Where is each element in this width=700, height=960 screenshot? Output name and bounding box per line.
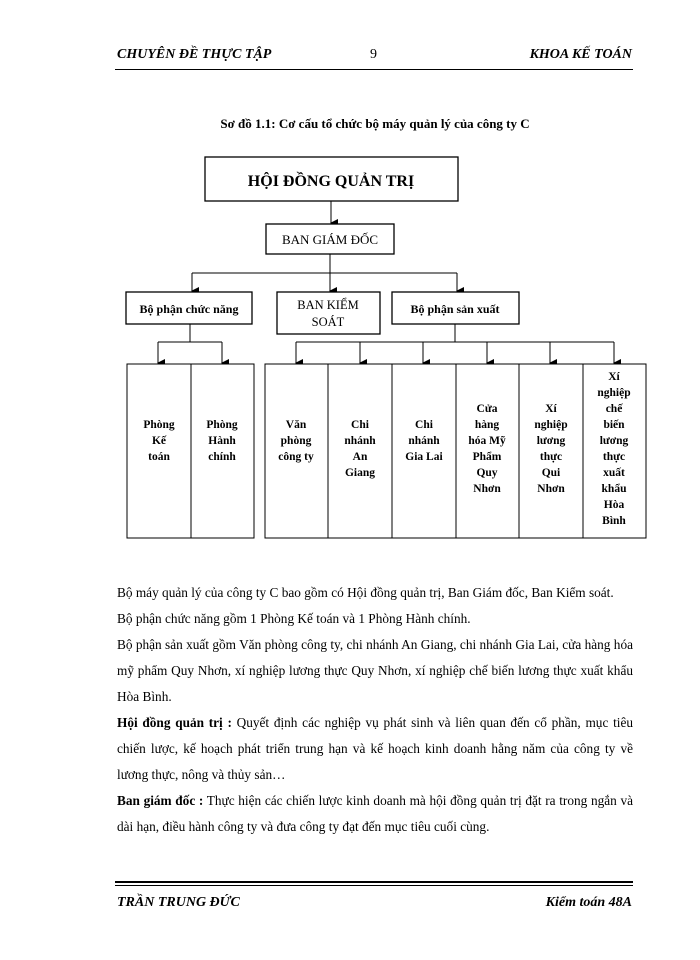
paragraph-3: Bộ phận sản xuất gồm Văn phòng công ty, chi nhánh An Giang, chi nhánh Gia Lai, cửa hàng hóa mỹ phẩm Quy Nhơn, xí nghiệp lương thực Quy Nhơn, xí nghiệp chế biến lương thực xuất khẩu Hòa Bình.	[117, 637, 633, 704]
unit-food-hb-line: nghiệp	[597, 387, 631, 399]
unit-food-hb-line: thực	[602, 451, 626, 463]
unit-cosmetics-line: Cửa	[476, 403, 498, 415]
unit-food-hb-line: Bình	[602, 515, 626, 527]
paragraph-5: Ban giám đốc : Thực hiện các chiến lược kinh doanh mà hội đồng quản trị đặt ra trong ngắn và dài hạn, điều hành công ty và đưa công ty đạt đến mục tiêu cuối cùng.	[117, 793, 634, 834]
unit-gia-lai-line: nhánh	[408, 435, 440, 447]
unit-an-giang-line: Chi	[351, 419, 369, 431]
unit-office-line: phòng	[280, 435, 312, 447]
unit-an-giang-line: nhánh	[344, 435, 376, 447]
unit-food-hb-line: khẩu	[601, 483, 627, 495]
unit-food-hb-line: Xí	[608, 371, 620, 383]
unit-cosmetics-line: hàng	[474, 419, 500, 431]
supervisory-label-2: SOÁT	[311, 315, 345, 329]
term-board: Hội đồng quản trị :	[117, 715, 232, 730]
unit-food-qn-line: Qui	[541, 467, 561, 479]
unit-food-qn-line: Nhơn	[537, 483, 565, 495]
footer-rule-thin	[115, 885, 633, 886]
production-units	[265, 364, 646, 538]
paragraph-4: Hội đồng quản trị : Quyết định các nghiệp vụ phát sinh và liên quan đến cổ phần, mục tiêu chiến lược, kế hoạch phát triển trung hạn và kế hoạch kinh doanh hằng năm của công ty về lương thực, nông và thủy sản…	[117, 715, 634, 782]
unit-cosmetics-line: Phẩm	[472, 451, 502, 463]
unit-accounting-line: Kế	[151, 435, 167, 447]
unit-food-qn-line: Xí	[545, 403, 557, 415]
board-label: HỘI ĐỒNG QUẢN TRỊ	[247, 173, 415, 190]
term-directors: Ban giám đốc :	[117, 793, 204, 808]
unit-admin-line: chính	[208, 451, 236, 463]
unit-food-qn-line: nghiệp	[534, 419, 568, 431]
unit-cosmetics-line: hóa Mỹ	[468, 435, 506, 447]
unit-accounting-line: Phòng	[143, 419, 175, 431]
unit-cosmetics-line: Nhơn	[473, 483, 501, 495]
footer-author: TRẦN TRUNG ĐỨC	[117, 895, 240, 910]
unit-an-giang-line: Giang	[344, 467, 376, 479]
unit-office-line: Văn	[285, 419, 307, 431]
unit-food-hb-line: biến	[603, 419, 625, 431]
footer-rule-thick	[115, 881, 633, 883]
paragraph-2: Bộ phận chức năng gồm 1 Phòng Kế toán và 1 Phòng Hành chính.	[117, 611, 471, 626]
unit-an-giang-line: An	[352, 451, 368, 463]
functional-label: Bộ phận chức năng	[139, 302, 239, 316]
unit-admin-line: Hành	[208, 435, 236, 447]
unit-gia-lai-line: Chi	[415, 419, 433, 431]
production-label: Bộ phận sản xuất	[410, 302, 500, 316]
footer-class: Kiểm toán 48A	[545, 895, 632, 910]
unit-food-qn-line: thực	[539, 451, 563, 463]
figure-caption: Sơ đồ 1.1: Cơ cấu tổ chức bộ máy quản lý của công ty C	[220, 116, 530, 131]
header-left: CHUYÊN ĐỀ THỰC TẬP	[117, 47, 272, 62]
unit-food-hb-line: lương	[599, 435, 629, 447]
body-text	[117, 580, 633, 840]
header-right: KHOA KẾ TOÁN	[529, 47, 632, 62]
unit-gia-lai-line: Gia Lai	[405, 451, 443, 463]
unit-food-hb-line: Hòa	[603, 499, 625, 511]
unit-admin-line: Phòng	[206, 419, 238, 431]
unit-food-hb-line: chế	[605, 403, 623, 415]
paragraph-1: Bộ máy quản lý của công ty C bao gồm có Hội đồng quản trị, Ban Giám đốc, Ban Kiểm soát.	[117, 585, 614, 600]
directors-label: BAN GIÁM ĐỐC	[281, 232, 379, 247]
unit-food-hb-line: xuất	[603, 467, 625, 479]
unit-food-qn-line: lương	[536, 435, 566, 447]
unit-office-line: công ty	[278, 451, 314, 463]
page-number: 9	[370, 47, 377, 62]
unit-accounting-line: toán	[148, 451, 170, 463]
unit-cosmetics-line: Quy	[476, 467, 498, 479]
supervisory-label-1: BAN KIỂM	[297, 298, 359, 312]
